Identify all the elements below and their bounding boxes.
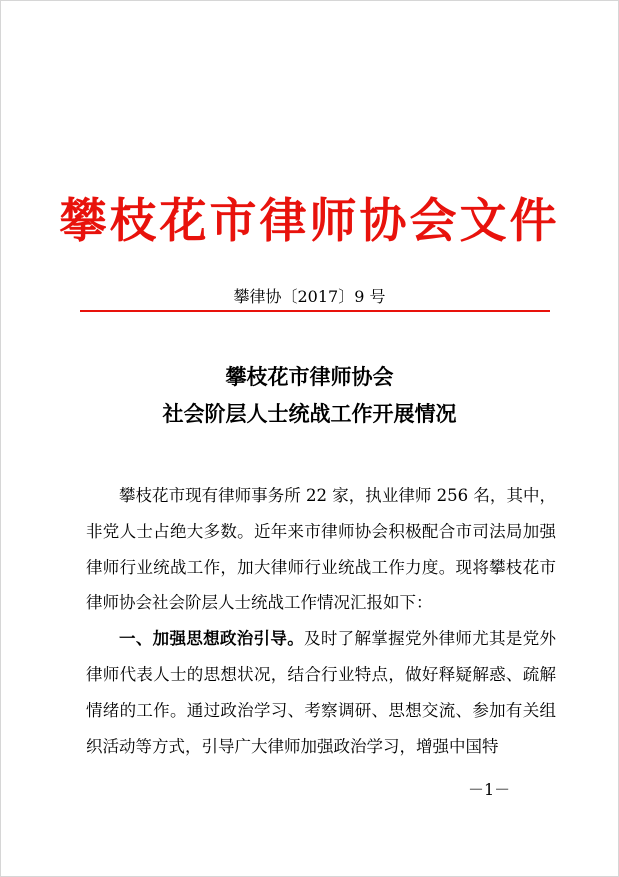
subject-title-line-2: 社会阶层人士统战工作开展情况: [162, 401, 457, 426]
body-paragraph-intro: 攀枝花市现有律师事务所 22 家，执业律师 256 名，其中，非党人士占绝大多数。近年来市律师协会积极配合市司法局加强律师行业统战工作，加大律师行业统战工作力度。现将攀枝花市律师协会社会阶层人士统战工作情况汇报如下：: [86, 486, 556, 613]
body-paragraph-section-1: [86, 621, 556, 764]
document-number: 攀律协〔2017〕9 号: [233, 287, 386, 306]
document-header-title: 攀枝花市律师协会文件: [59, 194, 560, 249]
page-number: －1－: [468, 780, 511, 799]
red-divider-line: [80, 310, 550, 312]
section-1-heading: 一、加强思想政治引导。: [119, 629, 305, 649]
document-body: [86, 478, 556, 764]
section-1-text: 及时了解掌握党外律师尤其是党外律师代表人士的思想状况，结合行业特点，做好释疑解惑、疏解情绪的工作。通过政治学习、考察调研、思想交流、参加有关组织活动等方式，引导广大律师加强政治学习，增强中国特: [86, 629, 557, 756]
subject-title-line-1: 攀枝花市律师协会: [225, 364, 394, 389]
